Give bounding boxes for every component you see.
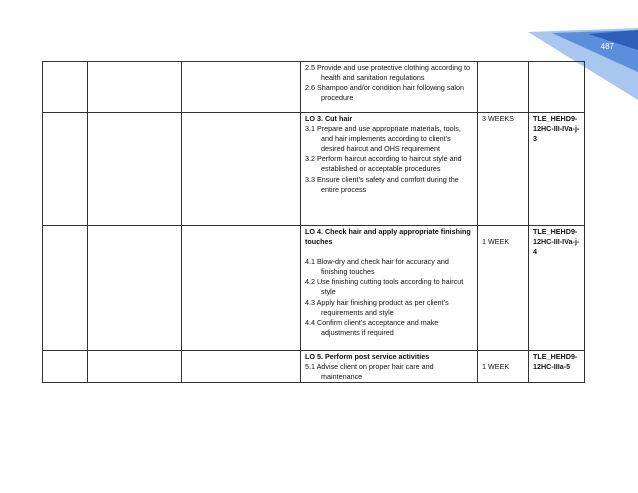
empty-cell	[88, 113, 182, 226]
competency-item: 4.4 Confirm client’s acceptance and make adjustments if required	[305, 317, 439, 337]
competency-item: 4.3 Apply hair finishing product as per client’s requirements and style	[305, 297, 449, 317]
lo-heading: LO 5. Perform post service activities	[305, 352, 430, 361]
duration-text: 1 WEEK	[482, 362, 510, 371]
empty-cell	[88, 62, 182, 113]
competency-item: 5.1 Advise client on proper hair care and maintenance	[305, 362, 434, 382]
empty-cell	[182, 351, 301, 383]
table-row	[43, 351, 585, 383]
duration-cell	[478, 351, 529, 383]
code-cell: TLE_HEHD9-12HC-III-IVa-j-3	[529, 113, 585, 226]
empty-cell	[88, 351, 182, 383]
competency-item: 3.3 Ensure client’s safety and comfort during the entire process	[305, 174, 459, 194]
competency-item: 2.5 Provide and use protective clothing according to health and sanitation regulations	[305, 63, 471, 83]
learning-competency-cell	[301, 62, 478, 113]
competency-item: 4.2 Use finishing cutting tools according to haircut style	[305, 277, 464, 297]
empty-cell	[43, 113, 88, 226]
empty-cell	[182, 62, 301, 113]
curriculum-table	[42, 61, 585, 383]
competency-item: 3.1 Prepare and use appropriate materials, tools, and hair implements according to client’s desired haircut and OHS requirement	[305, 124, 461, 154]
duration-cell	[478, 62, 529, 113]
competency-item: 2.6 Shampoo and/or condition hair following salon procedure	[305, 83, 465, 103]
competency-item: 4.1 Blow-dry and check hair for accuracy and finishing touches	[305, 257, 449, 277]
empty-cell	[43, 226, 88, 351]
table-row	[43, 226, 585, 351]
learning-competency-cell	[301, 113, 478, 226]
lo-heading: LO 3. Cut hair	[305, 114, 353, 123]
duration-text: 1 WEEK	[482, 237, 510, 246]
table-row	[43, 113, 585, 226]
code-cell: TLE_HEHD9-12HC-IIIa-5	[529, 351, 585, 383]
learning-competency-cell	[301, 226, 478, 351]
empty-cell	[182, 113, 301, 226]
table-row	[43, 62, 585, 113]
duration-cell	[478, 226, 529, 351]
code-cell	[529, 62, 585, 113]
code-cell: TLE_HEHD9-12HC-III-IVa-j-4	[529, 226, 585, 351]
lo-heading: LO 4. Check hair and apply appropriate finishing touches	[305, 227, 471, 247]
empty-cell	[182, 226, 301, 351]
empty-cell	[43, 351, 88, 383]
learning-competency-cell	[301, 351, 478, 383]
competency-item: 3.2 Perform haircut according to haircut style and established or acceptable procedures	[305, 154, 462, 174]
empty-cell	[88, 226, 182, 351]
page-number: 487	[600, 42, 614, 51]
empty-cell	[43, 62, 88, 113]
duration-cell: 3 WEEKS	[478, 113, 529, 226]
